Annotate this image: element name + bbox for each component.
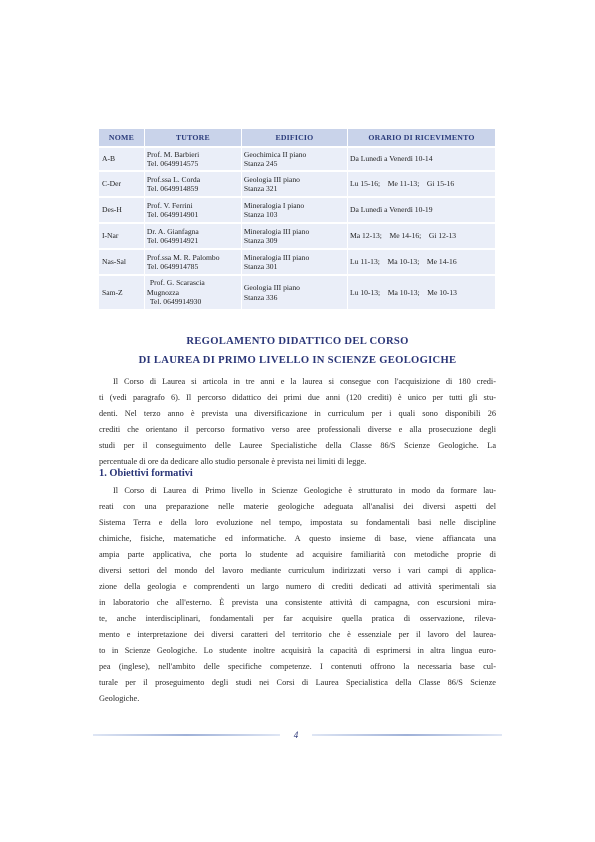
paragraph-line: in laboratorio che all'esterno. È prevista una consistente attività di campagna, con escursioni mira- [99,598,496,607]
cell-nome: C-Der [99,170,145,196]
building: Geochimica II piano [243,149,307,159]
tutor-phone: Tel. 0649914921 [146,236,199,245]
building: Mineralogia I piano [243,200,305,210]
room: Stanza 103 [243,210,278,219]
paragraph-line: te, anche interdisciplinari, fondamentali per far acquisire quella pratica di osservazione, rileva- [99,614,496,623]
office-hours: Da Lunedì a Venerdì 10-19 [350,205,433,215]
paragraph-line: reati con una preparazione nelle materie geologiche adeguata all'analisi dei diversi aspetti del [99,502,496,511]
paragraph-line: studi per il conseguimento delle Lauree Specialistiche della Classe 86/S Scienze Geologiche. La [99,441,496,450]
tutor-name: Prof. G. Scarascia [149,278,205,288]
cell-edificio [242,170,348,196]
paragraph-line: ampia parte applicativa, che porta lo studente ad acquisire familiarità con metodiche proprie di [99,550,496,559]
paragraph-line: Il Corso di Laurea di Primo livello in Scienze Geologiche è strutturato in modo da formare lau- [113,486,496,495]
column-header-edificio: EDIFICIO [242,129,348,146]
cell-nome: Nas-Sal [99,248,145,274]
cell-tutore [145,248,242,274]
tutor-name-cont: Mugnozza [146,287,179,297]
paragraph-line: percentuale di ore da dedicare allo studio personale è prevista nei limiti di legge. [99,457,367,466]
document-title-line-1: REGOLAMENTO DIDATTICO DEL CORSO [186,336,409,347]
table-header-row [99,129,496,146]
cell-orario [348,170,496,196]
section-title: 1. Obiettivi formativi [99,468,193,479]
office-hours: Lu 11-13; Ma 10-13; Me 14-16 [350,257,457,267]
paragraph-line: Il Corso di Laurea si articola in tre anni e la laurea si consegue con l'acquisizione di 180 credi- [113,377,496,386]
column-header-nome: NOME [99,129,145,146]
tutor-phone: Tel. 0649914859 [146,184,199,193]
table-row [99,274,496,309]
cell-edificio [242,248,348,274]
column-header-orario: ORARIO DI RICEVIMENTO [348,129,496,146]
tutor-table [99,129,496,309]
objectives-paragraph [99,483,496,707]
document-title-line-2: DI LAUREA DI PRIMO LIVELLO IN SCIENZE GEOLOGICHE [138,355,457,366]
tutor-phone: Tel. 0649914930 [149,297,202,307]
tutor-name: Prof. M. Barbieri [146,149,200,159]
room: Stanza 245 [243,159,278,168]
table-row [99,146,496,170]
cell-edificio [242,146,348,170]
cell-tutore [145,146,242,170]
table-row [99,170,496,196]
building: Geologia III piano [243,283,300,293]
cell-orario [348,222,496,248]
office-hours: Da Lunedì a Venerdì 10-14 [350,154,433,164]
cell-tutore [145,196,242,222]
cell-orario [348,248,496,274]
page-number: 4 [293,730,299,740]
cell-nome: Sam-Z [99,274,145,309]
paragraph-line: turale per il proseguimento degli studi nei Corsi di Laurea Specialistica della Classe 86/S Scienze [99,678,496,687]
cell-nome: Des-H [99,196,145,222]
intro-paragraph [99,374,496,470]
cell-nome: A-B [99,146,145,170]
office-hours: Lu 10-13; Ma 10-13; Me 10-13 [350,287,457,297]
table-row [99,222,496,248]
cell-edificio [242,222,348,248]
cell-tutore [145,170,242,196]
office-hours: Ma 12-13; Me 14-16; Gi 12-13 [350,231,457,241]
paragraph-line: mento e interpretazione dei diversi caratteri del territorio che è essenziale per il lavoro del laurea- [99,630,496,639]
room: Stanza 321 [243,184,278,193]
tutor-phone: Tel. 0649914575 [146,159,199,168]
cell-orario [348,146,496,170]
cell-edificio [242,196,348,222]
tutor-phone: Tel. 0649914785 [146,262,199,271]
building: Mineralogia III piano [243,226,310,236]
paragraph-line: to in Scienze Geologiche. Lo studente inoltre acquisirà la capacità di esprimersi in altra lingua euro- [99,646,496,655]
cell-tutore [145,222,242,248]
paragraph-line: Sistema Terra e della loro evoluzione nel tempo, impostata su fondamentali basi nelle discipline [99,518,496,527]
cell-orario [348,274,496,309]
room: Stanza 301 [243,262,278,271]
footer-rule-right [312,734,502,736]
column-header-tutore: TUTORE [145,129,242,146]
paragraph-line: zione della geologia e comprendenti un largo numero di crediti dedicati ad attività sperimentali sia [99,582,496,591]
cell-orario [348,196,496,222]
room: Stanza 336 [243,292,278,302]
tutor-name: Prof.ssa M. R. Palombo [146,252,220,262]
building: Mineralogia III piano [243,252,310,262]
footer-rule-left [93,734,280,736]
table-row [99,248,496,274]
cell-nome: I-Nar [99,222,145,248]
cell-tutore [145,274,242,309]
building: Geologia III piano [243,174,300,184]
office-hours: Lu 15-16; Me 11-13; Gi 15-16 [350,179,455,189]
paragraph-line: chimiche, fisiche, matematiche ed informatiche. A questo insieme di base, viene affiancata una [99,534,496,543]
paragraph-line: Geologiche. [99,694,140,703]
tutor-name: Dr. A. Gianfagna [146,226,199,236]
cell-edificio [242,274,348,309]
tutor-name: Prof. V. Ferrini [146,200,193,210]
table-row [99,196,496,222]
paragraph-line: denti. Nel terzo anno è prevista una diversificazione in curriculum per i quali sono disponibili 26 [99,409,496,418]
paragraph-line: crediti che orientano il percorso formativo verso aree professionali diverse e alla prosecuzione degli [99,425,496,434]
tutor-phone: Tel. 0649914901 [146,210,199,219]
paragraph-line: pea (inglese), nell'ambito delle specifiche competenze. I contenuti offrono la necessaria base cul- [99,662,496,671]
room: Stanza 309 [243,236,278,245]
tutor-name: Prof.ssa L. Corda [146,174,201,184]
paragraph-line: ti (vedi paragrafo 6). Il percorso didattico dei primi due anni (120 crediti) è unico per tutti gli stu- [99,393,496,402]
paragraph-line: diversi settori del mondo del lavoro mediante curriculum indirizzati verso i vari campi di applica- [99,566,496,575]
